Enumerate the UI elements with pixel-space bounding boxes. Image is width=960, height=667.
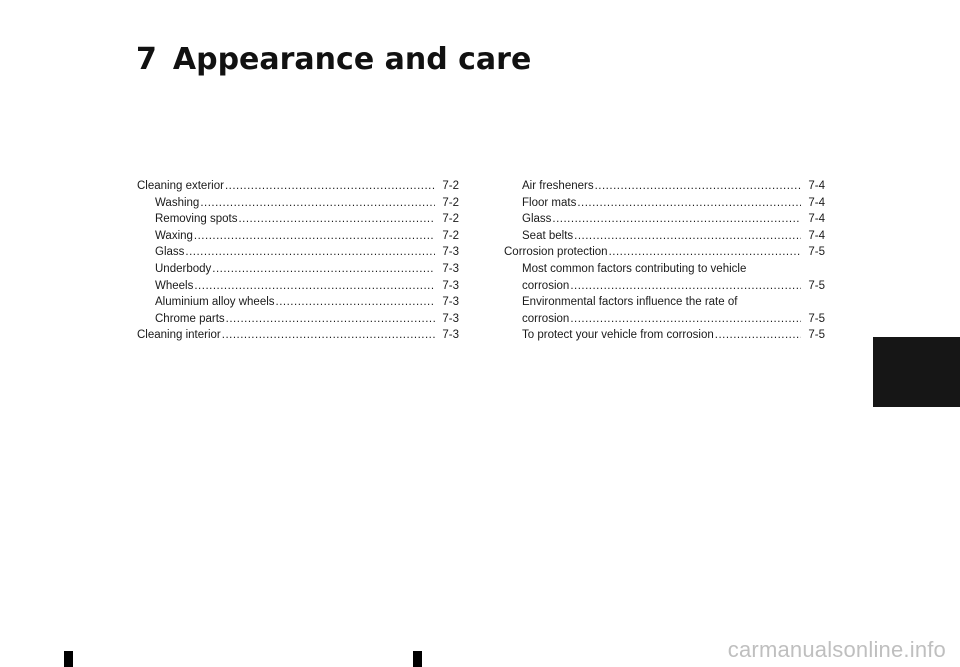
toc-entry-glass[interactable]: [137, 244, 459, 261]
dot-leader: [552, 211, 801, 228]
dot-leader: [212, 261, 435, 278]
dot-leader: [238, 211, 435, 228]
toc-entry-page: 7-2: [442, 196, 459, 209]
toc-entry-label: Chrome parts: [155, 312, 225, 325]
toc-entry-cleaning-interior[interactable]: [137, 327, 459, 344]
dot-leader: [570, 311, 801, 328]
toc-entry-label: To protect your vehicle from corrosion: [522, 329, 714, 342]
toc-entry-removing-spots[interactable]: [137, 211, 459, 228]
toc-entry-washing[interactable]: [137, 195, 459, 212]
toc-left-column: [137, 178, 459, 344]
toc-entry-label-first-line: Most common factors contributing to vehicle: [522, 262, 747, 275]
toc-entry-label: Air fresheners: [522, 180, 594, 192]
toc-entry-underbody[interactable]: [137, 261, 459, 278]
toc-entry-label: Removing spots: [155, 213, 238, 226]
dot-leader: [222, 327, 435, 344]
toc-entry-label: Wheels: [155, 279, 194, 292]
toc-entry-environmental-factors-corrosion[interactable]: [504, 311, 825, 328]
crop-mark-right: [413, 651, 422, 667]
dot-leader: [194, 228, 435, 245]
dot-leader: [574, 228, 801, 245]
toc-entry-page: 7-5: [808, 312, 825, 325]
toc-entry-page: 7-2: [442, 213, 459, 226]
toc-entry-page: 7-5: [808, 329, 825, 342]
toc-entry-common-factors-corrosion[interactable]: [504, 278, 825, 295]
toc-right-column: [504, 178, 825, 344]
dot-leader: [715, 327, 801, 344]
crop-mark-left: [64, 651, 73, 667]
toc-entry-waxing[interactable]: [137, 228, 459, 245]
toc-entry-page: 7-2: [442, 180, 459, 192]
toc-entry-page: 7-5: [808, 246, 825, 259]
toc-entry-page: 7-3: [442, 246, 459, 259]
toc-entry-air-fresheners[interactable]: [504, 178, 825, 195]
toc-entry-label: Cleaning exterior: [137, 180, 224, 192]
toc-entry-floor-mats[interactable]: [504, 195, 825, 212]
toc-entry-label-line1: [504, 294, 825, 311]
dot-leader: [570, 278, 801, 295]
toc-entry-seat-belts[interactable]: [504, 228, 825, 245]
toc-entry-chrome-parts[interactable]: [137, 311, 459, 328]
dot-leader: [194, 278, 435, 295]
toc-entry-label: Glass: [155, 246, 185, 259]
toc-entry-protect-vehicle-corrosion[interactable]: [504, 327, 825, 344]
toc-entry-page: 7-3: [442, 279, 459, 292]
toc-entry-page: 7-4: [808, 196, 825, 209]
toc-entry-page: 7-3: [442, 296, 459, 309]
toc-entry-corrosion-protection[interactable]: [504, 244, 825, 261]
toc-entry-page: 7-3: [442, 312, 459, 325]
toc-entry-cleaning-exterior[interactable]: [137, 178, 459, 195]
toc-entry-page: 7-3: [442, 262, 459, 275]
dot-leader: [276, 294, 435, 311]
toc-entry-label: Corrosion protection: [504, 246, 608, 259]
toc-entry-glass-interior[interactable]: [504, 211, 825, 228]
toc-entry-label: Aluminium alloy wheels: [155, 296, 275, 309]
toc-entry-label: Glass: [522, 213, 552, 226]
site-watermark: carmanualsonline.info: [727, 637, 946, 662]
toc-entry-page: 7-4: [808, 213, 825, 226]
dot-leader: [225, 178, 435, 195]
toc-entry-page: 7-3: [442, 329, 459, 342]
toc-entry-label: Waxing: [155, 229, 193, 242]
toc-entry-page: 7-4: [808, 180, 825, 192]
toc-entry-wheels[interactable]: [137, 278, 459, 295]
toc-entry-label: corrosion: [522, 312, 570, 325]
toc-entry-label: Cleaning interior: [137, 329, 221, 342]
toc-entry-page: 7-5: [808, 279, 825, 292]
toc-entry-label-first-line: Environmental factors influence the rate of: [522, 296, 738, 309]
dot-leader: [609, 244, 801, 261]
dot-leader: [185, 244, 435, 261]
chapter-title: [136, 40, 531, 80]
toc-entry-label: Floor mats: [522, 196, 577, 209]
dot-leader: [595, 178, 801, 195]
toc-entry-label-line1: [504, 261, 825, 278]
dot-leader: [577, 195, 801, 212]
toc-entry-label: corrosion: [522, 279, 570, 292]
chapter-number: 7: [136, 42, 157, 77]
toc-entry-aluminium-alloy-wheels[interactable]: [137, 294, 459, 311]
toc-entry-page: 7-2: [442, 229, 459, 242]
chapter-title-text: Appearance and care: [172, 42, 532, 77]
toc-entry-label: Seat belts: [522, 229, 574, 242]
toc-entry-page: 7-4: [808, 229, 825, 242]
dot-leader: [226, 311, 435, 328]
toc-entry-label: Underbody: [155, 262, 212, 275]
toc-entry-label: Washing: [155, 196, 200, 209]
chapter-thumb-tab: [873, 337, 960, 407]
dot-leader: [200, 195, 435, 212]
